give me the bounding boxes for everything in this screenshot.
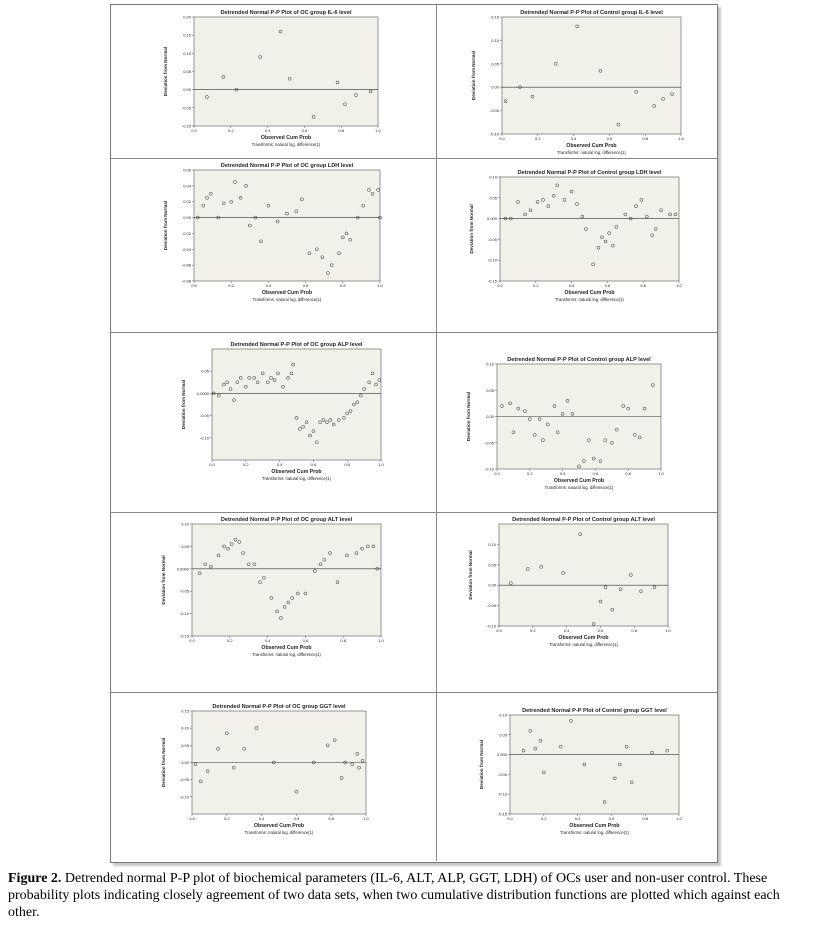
plot-oc-il6 <box>162 8 382 150</box>
x-tick-label: 0.0 <box>191 128 197 133</box>
transform-note: Transforms: natural log, difference(1) <box>544 485 614 490</box>
x-tick-label: 0.2 <box>535 136 541 141</box>
y-tick-label: 0.06 <box>183 167 191 173</box>
transform-note: Transforms: natural log, difference(1) <box>252 297 322 302</box>
x-tick-label: 0.0 <box>507 816 513 821</box>
y-tick-label: -0.08 <box>181 278 191 284</box>
chart-title: Detrended Normal P-P Plot of Control group LDH level <box>517 170 662 176</box>
y-axis-label: Deviation from Normal <box>479 739 484 790</box>
plot-oc-alt <box>160 515 385 660</box>
plot-oc-ggt <box>160 702 370 838</box>
y-tick-label: -0.04 <box>181 246 191 252</box>
x-tick-label: 1.0 <box>378 638 384 643</box>
y-tick-label: -0.05 <box>484 440 494 446</box>
x-axis-label: Observed Cum Prob <box>564 290 615 296</box>
y-tick-label: 0.05 <box>181 742 189 748</box>
plot-area <box>499 524 668 626</box>
plot-ctrl-il6 <box>470 8 685 158</box>
y-axis-label: Deviation from Normal <box>163 200 168 251</box>
scatter-chart <box>160 702 370 838</box>
y-axis-label: Deviation from Normal <box>466 391 471 442</box>
y-axis-label: Deviation from Normal <box>469 204 474 254</box>
y-tick-label: -0.02 <box>181 230 191 236</box>
x-tick-label: 1.0 <box>665 628 671 633</box>
y-tick-label: 0.05 <box>201 368 209 374</box>
plot-oc-alp <box>180 340 385 484</box>
y-tick-label: -0.05 <box>487 236 497 242</box>
y-axis-label: Deviation from Normal <box>471 50 476 101</box>
y-tick-label: -0.06 <box>181 262 191 268</box>
y-tick-label: 0.05 <box>181 543 189 549</box>
y-axis-label: Deviation from Normal <box>161 737 166 788</box>
y-tick-label: 0.15 <box>181 708 189 714</box>
plot-area <box>510 715 679 814</box>
x-tick-label: 0.4 <box>265 283 272 288</box>
x-axis-label: Observed Cum Prob <box>260 135 312 141</box>
y-tick-label: -0.05 <box>179 777 189 783</box>
y-tick-label: 0.00 <box>181 760 189 765</box>
y-tick-label: -0.10 <box>487 257 497 263</box>
row-divider <box>110 332 717 333</box>
x-tick-label: 0.8 <box>340 283 346 288</box>
y-tick-label: -0.10 <box>497 791 507 797</box>
y-tick-label: -0.05 <box>181 105 191 111</box>
x-tick-label: 1.0 <box>658 471 664 476</box>
scatter-chart <box>162 8 382 150</box>
y-tick-label: 0.00 <box>183 215 191 221</box>
x-tick-label: 1.0 <box>378 462 384 467</box>
x-tick-label: 1.0 <box>363 816 369 821</box>
x-axis-label: Observed Cum Prob <box>553 478 605 484</box>
x-tick-label: 0.8 <box>640 283 646 288</box>
y-tick-label: -0.15 <box>497 811 507 817</box>
y-tick-label: -0.10 <box>199 435 209 441</box>
x-axis-label: Observed Cum Prob <box>558 635 609 641</box>
x-tick-label: 0.8 <box>338 128 344 133</box>
y-tick-label: 0.10 <box>491 37 499 43</box>
x-tick-label: 0.6 <box>310 462 317 467</box>
y-axis-label: Deviation from Normal <box>163 46 168 97</box>
transform-note: Transforms: natural log, difference(1) <box>557 150 626 155</box>
x-tick-label: 0.6 <box>302 283 309 288</box>
x-tick-label: 0.4 <box>570 136 577 141</box>
x-axis-label: Observed Cum Prob <box>253 823 305 829</box>
y-axis-label: Deviation from Normal <box>468 550 473 600</box>
y-tick-label: -0.05 <box>486 603 496 609</box>
plot-area <box>192 524 381 636</box>
x-tick-label: 0.8 <box>631 628 637 633</box>
plot-ctrl-alt <box>467 515 672 650</box>
scatter-chart <box>465 355 665 493</box>
scatter-chart <box>162 161 384 305</box>
y-tick-label: -0.05 <box>199 413 209 419</box>
plot-area <box>500 177 679 281</box>
x-tick-label: 0.6 <box>302 638 309 643</box>
y-tick-label: -0.10 <box>179 794 189 800</box>
x-tick-label: 0.0 <box>496 628 502 633</box>
y-tick-label: 0.04 <box>183 183 191 189</box>
transform-note: Transforms: natural log, difference(1) <box>549 642 618 647</box>
y-tick-label: 0.0000 <box>176 566 189 572</box>
x-tick-label: 0.4 <box>559 471 566 476</box>
x-tick-label: 0.6 <box>606 136 613 141</box>
y-tick-label: 0.10 <box>181 725 189 731</box>
x-tick-label: 0.2 <box>228 128 234 133</box>
x-tick-label: 0.2 <box>541 816 547 821</box>
x-tick-label: 0.4 <box>563 628 570 633</box>
chart-title: Detrended Normal P-P Plot of Control group GGT level <box>522 708 667 714</box>
chart-title: Detrended Normal P-P Plot of OC group GGT level <box>212 704 346 710</box>
x-tick-label: 0.0 <box>494 471 500 476</box>
y-tick-label: 0.00 <box>491 84 499 90</box>
y-tick-label: 0.10 <box>499 712 507 718</box>
x-tick-label: 0.4 <box>264 128 271 133</box>
x-tick-label: 0.2 <box>527 471 533 476</box>
x-tick-label: 0.6 <box>293 816 300 821</box>
transform-note: Transforms: natural log, difference(1) <box>555 297 624 302</box>
chart-title: Detrended Normal P-P Plot of Control group IL-6 level <box>520 10 663 16</box>
x-tick-label: 1.0 <box>377 283 383 288</box>
y-tick-label: -0.15 <box>487 278 497 284</box>
y-tick-label: 0.15 <box>491 14 499 20</box>
plot-area <box>194 17 378 126</box>
y-tick-label: 0.05 <box>489 195 497 201</box>
y-tick-label: -0.05 <box>497 771 507 777</box>
y-tick-label: -0.10 <box>484 466 494 472</box>
x-tick-label: 0.6 <box>592 471 599 476</box>
x-tick-label: 0.2 <box>224 816 230 821</box>
y-tick-label: 0.0000 <box>196 390 209 396</box>
x-tick-label: 0.0 <box>191 283 197 288</box>
y-axis-label: Deviation from Normal <box>161 555 166 605</box>
x-tick-label: 0.4 <box>568 283 575 288</box>
x-axis-label: Observed Cum Prob <box>261 645 312 651</box>
x-tick-label: 0.0 <box>497 283 503 288</box>
x-tick-label: 1.0 <box>676 816 682 821</box>
x-tick-label: 1.0 <box>375 128 381 133</box>
row-divider <box>110 512 717 513</box>
y-tick-label: 0.05 <box>486 387 494 393</box>
x-tick-label: 0.4 <box>258 816 265 821</box>
plot-oc-ldh <box>162 161 384 305</box>
x-tick-label: 0.6 <box>608 816 615 821</box>
x-tick-label: 0.0 <box>209 462 215 467</box>
x-tick-label: 0.2 <box>530 628 536 633</box>
y-tick-label: 0.000 <box>496 752 507 758</box>
y-tick-label: 0.15 <box>183 32 191 38</box>
y-tick-label: 0.10 <box>488 541 496 547</box>
caption-label: Figure 2. <box>8 871 62 886</box>
y-tick-label: -0.10 <box>179 611 189 617</box>
caption-text: Detrended normal P-P plot of biochemical parameters (IL-6, ALT, ALP, GGT, LDH) of OCs user and non-user control. These probability plots indicating closely agreement of two data sets, when two cumulative distribution functions are plotted which against each other. <box>8 871 780 920</box>
y-tick-label: 0.10 <box>183 50 191 56</box>
chart-title: Detrended Normal P-P Plot of Control group ALP level <box>507 357 651 363</box>
y-tick-label: 0.20 <box>183 14 191 20</box>
y-tick-label: 0.05 <box>488 562 496 568</box>
scatter-chart <box>160 515 385 660</box>
x-tick-label: 0.8 <box>642 136 648 141</box>
row-divider <box>110 692 717 693</box>
transform-note: Transforms: natural log, difference(1) <box>244 830 314 835</box>
y-tick-label: 0.00 <box>183 87 191 93</box>
scatter-chart <box>470 8 685 158</box>
transform-note: Transforms: natural log, difference(1) <box>262 476 331 481</box>
plot-area <box>502 17 681 134</box>
x-tick-label: 0.2 <box>228 283 234 288</box>
chart-title: Detrended Normal P-P Plot of Control group ALT level <box>512 517 655 523</box>
y-tick-label: 0.05 <box>499 732 507 738</box>
transform-note: Transforms: natural log, difference(1) <box>252 652 321 657</box>
x-tick-label: 0.8 <box>328 816 334 821</box>
row-divider <box>110 158 717 159</box>
y-tick-label: -0.15 <box>179 633 189 639</box>
x-tick-label: 0.4 <box>276 462 283 467</box>
y-tick-label: -0.10 <box>181 123 191 129</box>
x-tick-label: 1.0 <box>676 283 682 288</box>
x-tick-label: 1.0 <box>678 136 684 141</box>
plot-ctrl-ggt <box>478 706 683 838</box>
chart-title: Detrended Normal P-P Plot of OC group IL-6 level <box>220 10 352 16</box>
x-tick-label: 0.0 <box>189 816 195 821</box>
scatter-chart <box>467 515 672 650</box>
x-axis-label: Observed Cum Prob <box>261 290 313 296</box>
y-tick-label: -0.10 <box>486 623 496 629</box>
chart-title: Detrended Normal P-P Plot of OC group LDH level <box>220 163 354 169</box>
y-tick-label: 0.00 <box>486 414 494 419</box>
x-axis-label: Observed Cum Prob <box>271 469 322 475</box>
y-tick-label: 0.000 <box>486 216 497 222</box>
x-tick-label: 0.8 <box>642 816 648 821</box>
chart-title: Detrended Normal P-P Plot of OC group ALT level <box>220 517 353 523</box>
x-tick-label: 0.0 <box>499 136 505 141</box>
panel-divider <box>436 4 437 861</box>
x-axis-label: Observed Cum Prob <box>569 823 620 829</box>
y-tick-label: 0.02 <box>183 199 191 205</box>
chart-title: Detrended Normal P-P Plot of OC group ALP level <box>230 342 363 348</box>
x-tick-label: 0.0 <box>189 638 195 643</box>
plot-area <box>194 170 380 281</box>
y-axis-label: Deviation from Normal <box>181 379 186 430</box>
x-tick-label: 0.4 <box>574 816 581 821</box>
x-tick-label: 0.4 <box>264 638 271 643</box>
transform-note: Transforms: natural log, difference(1) <box>560 830 629 835</box>
y-tick-label: 0.10 <box>486 361 494 367</box>
y-tick-label: -0.10 <box>489 131 499 137</box>
x-tick-label: 0.8 <box>340 638 346 643</box>
x-tick-label: 0.2 <box>227 638 233 643</box>
y-tick-label: -0.05 <box>179 588 189 594</box>
y-tick-label: 0.05 <box>183 69 191 74</box>
scatter-chart <box>478 706 683 838</box>
x-tick-label: 0.2 <box>533 283 539 288</box>
x-tick-label: 0.6 <box>597 628 604 633</box>
x-tick-label: 0.8 <box>625 471 631 476</box>
scatter-chart <box>468 168 683 305</box>
x-tick-label: 0.6 <box>301 128 308 133</box>
y-tick-label: 0.10 <box>489 174 497 180</box>
y-tick-label: -0.05 <box>489 108 499 114</box>
plot-ctrl-ldh <box>468 168 683 305</box>
figure-caption <box>8 870 788 921</box>
x-axis-label: Observed Cum Prob <box>566 143 617 149</box>
x-tick-label: 0.2 <box>243 462 249 467</box>
x-tick-label: 0.8 <box>344 462 350 467</box>
y-tick-label: 0.00 <box>488 582 496 588</box>
transform-note: Transforms: natural log, difference(1) <box>251 142 321 147</box>
scatter-chart <box>180 340 385 484</box>
y-tick-label: 0.10 <box>181 521 189 527</box>
y-tick-label: 0.05 <box>491 61 499 67</box>
x-tick-label: 0.6 <box>604 283 611 288</box>
plot-ctrl-alp <box>465 355 665 493</box>
